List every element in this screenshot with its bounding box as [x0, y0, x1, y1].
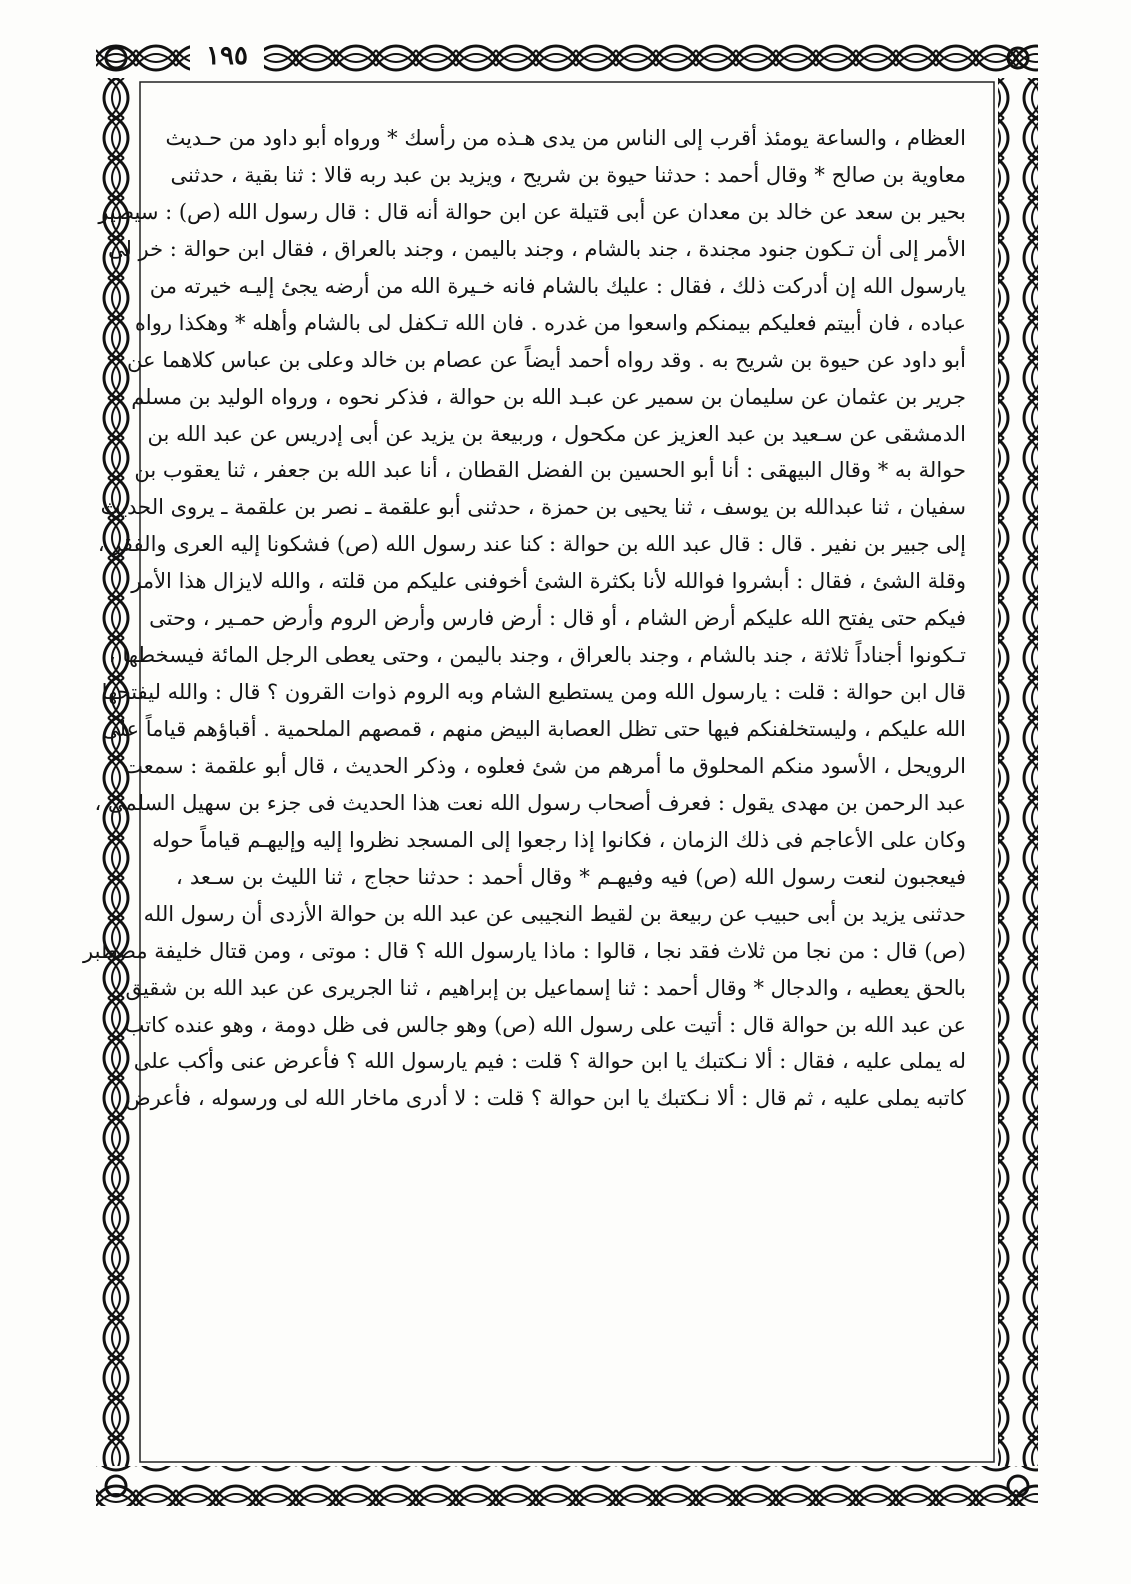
text-line: فيعجبون لنعت رسول الله (ص) فيه وفيهـم * وقال أحمد : حدثنا حجاج ، ثنا الليث بن سـعد ، [176, 864, 966, 889]
text-line: قال ابن حوالة : قلت : يارسول الله ومن يستطيع الشام وبه الروم ذوات القرون ؟ قال : والله ليفتحها [101, 680, 966, 705]
text-line: تـكونوا أجناداً ثلاثة ، جند بالشام ، وجند بالعراق ، وجند باليمن ، وحتى يعطى الرجل المائة فيسخطها ، [108, 643, 966, 668]
text-line: بالحق يعطيه ، والدجال * وقال أحمد : ثنا إسماعيل بن إبراهيم ، ثنا الجريرى عن عبد الله بن شقيق [125, 975, 966, 1000]
text-line: حدثنى يزيد بن أبى حبيب عن ربيعة بن لقيط النجيبى عن عبد الله بن حوالة الأزدى أن رسول الله [143, 901, 966, 926]
text-line: له يملى عليه ، فقال : ألا نـكتبك يا ابن حوالة ؟ قلت : فيم يارسول الله ؟ فأعرض عنى وأكب على [133, 1049, 966, 1074]
text-line: سفيان ، ثنا عبدالله بن يوسف ، ثنا يحيى بن حمزة ، حدثنى أبو علقمة ـ نصر بن علقمة ـ يروى الحديث [100, 495, 966, 520]
text-line: الدمشقى عن سـعيد بن عبد العزيز عن مكحول ، وربيعة بن يزيد عن أبى إدريس عن عبد الله بن [147, 421, 966, 446]
text-line: جرير بن عثمان عن سليمان بن سمير عن عبـد الله بن حوالة ، فذكر نحوه ، ورواه الوليد بن مسلم [131, 384, 966, 409]
text-line: حوالة به * وقال البيهقى : أنا أبو الحسين بن الفضل القطان ، أنا عبد الله بن جعفر ، ثنا يعقوب بن [134, 458, 966, 483]
text-line: العظام ، والساعة يومئذ أقرب إلى الناس من يدى هـذه من رأسك * ورواه أبو داود من حـديث [165, 126, 966, 150]
text-line: معاوية بن صالح * وقال أحمد : حدثنا حيوة بن شريح ، ويزيد بن عبد ربه قالا : ثنا بقية ، حدثنى [170, 162, 966, 187]
text-line: وقلة الشئ ، فقال : أبشروا فوالله لأنا بكثرة الشئ أخوفنى عليكم من قلته ، والله لايزال هذا الأمر [131, 569, 966, 594]
page-number: ١٩٥ [190, 40, 264, 72]
text-line: الأمر إلى أن تـكون جنود مجندة ، جند بالشام ، وجند باليمن ، وجند بالعراق ، فقال ابن حوالة : خر لى [107, 236, 966, 261]
text-line: وكان على الأعاجم فى ذلك الزمان ، فكانوا إذا رجعوا إلى المسجد نظروا إليه وإليهـم قياماً حوله [152, 827, 966, 852]
body-text [82, 120, 966, 1450]
text-line: فيكم حتى يفتح الله عليكم أرض الشام ، أو قال : أرض فارس وأرض الروم وأرض حمـير ، وحتى [149, 606, 966, 631]
text-line: (ص) قال : من نجا من ثلاث فقد نجا ، قالوا : ماذا يارسول الله ؟ قال : موتى ، ومن قتال خليفة مصطبر [82, 938, 966, 963]
text-line: كاتبه يملى عليه ، ثم قال : ألا نـكتبك يا ابن حوالة ؟ قلت : لا أدرى ماخار الله لى ورسوله ، فأعرض [125, 1086, 966, 1111]
text-line: إلى جبير بن نفير . قال : قال عبد الله بن حوالة : كنا عند رسول الله (ص) فشكونا إليه العرى والفقر ، [97, 532, 966, 557]
text-line: بحير بن سعد عن خالد بن معدان عن أبى قتيلة عن ابن حوالة أنه قال : قال رسول الله (ص) : سيصير [98, 199, 966, 224]
text-line: عن عبد الله بن حوالة قال : أتيت على رسول الله (ص) وهو جالس فى ظل دومة ، وهو عنده كاتب [124, 1012, 966, 1037]
text-line: أبو داود عن حيوة بن شريح به . وقد رواه أحمد أيضاً عن عصام بن خالد وعلى بن عباس كلاهما عن [127, 347, 966, 372]
text-line: عبد الرحمن بن مهدى يقول : فعرف أصحاب رسول الله نعت هذا الحديث فى جزء بن سهيل السلمى ، [94, 790, 966, 815]
text-line: عباده ، فان أبيتم فعليكم بيمنكم واسعوا من غدره . فان الله تـكفل لى بالشام وأهله * وهكذا رواه [134, 310, 966, 335]
text-line: يارسول الله إن أدركت ذلك ، فقال : عليك بالشام فانه خـيرة الله من أرضه يجئ إليـه خيرته من [149, 273, 966, 298]
text-line: الله عليكم ، وليستخلفنكم فيها حتى تظل العصابة البيض منهم ، قمصهم الملحمية . أقباؤهم قياماً على [102, 717, 966, 741]
text-line: الرويحل ، الأسود منكم المحلوق ما أمرهم من شئ فعلوه ، وذكر الحديث ، قال أبو علقمة : سمعت [123, 753, 966, 778]
